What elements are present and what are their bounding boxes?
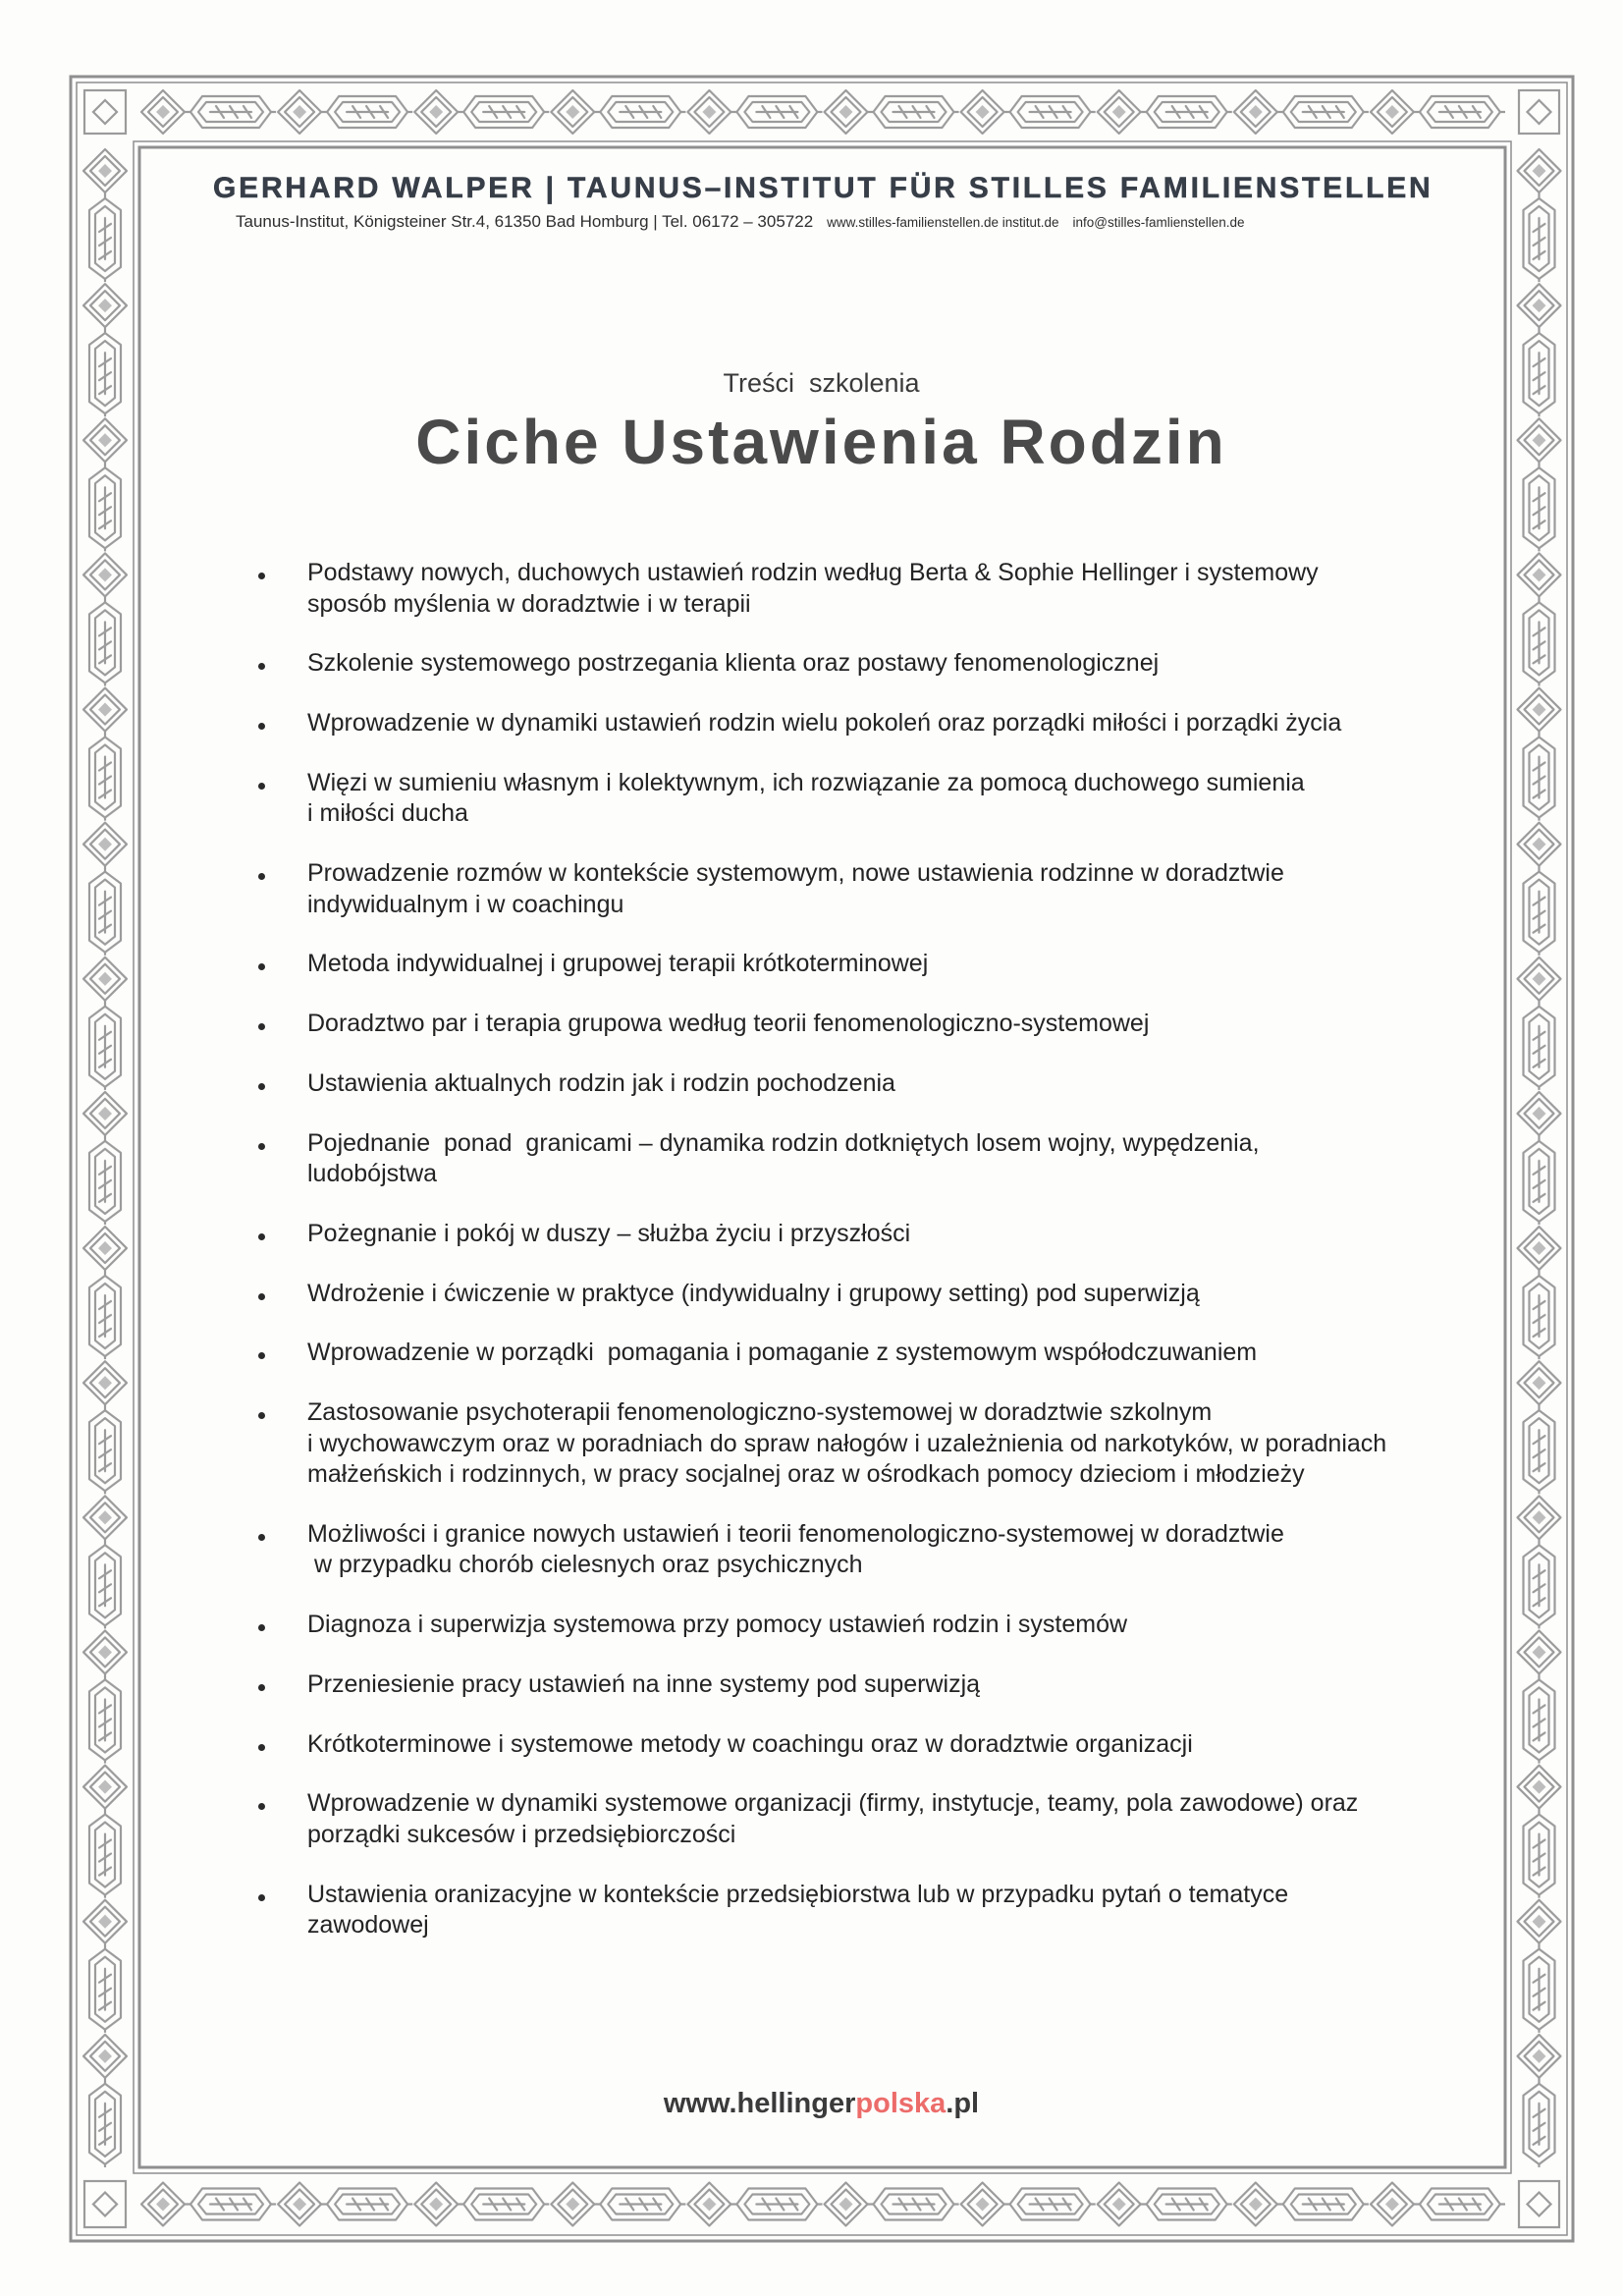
topic-line: i wychowawczym oraz w poradniach do spraw nałogów i uzależnienia od narkotyków, w poradniach [307, 1429, 1387, 1457]
training-topic-item [307, 1519, 1486, 1581]
training-topic-item [307, 858, 1486, 920]
topic-line: i miłości ducha [307, 799, 468, 828]
topic-line: ludobójstwa [307, 1160, 438, 1187]
topic-line: zawodowej [307, 1911, 429, 1939]
topic-line: Wdrożenie i ćwiczenie w praktyce (indywidualny i grupowy setting) pod superwizją [307, 1279, 1200, 1307]
topic-line: w przypadku chorób cielesnych oraz psychicznych [307, 1551, 863, 1579]
bullet-icon [258, 783, 265, 790]
bullet-icon [258, 723, 265, 730]
bullet-icon [258, 1894, 265, 1901]
footer-url-suffix: .pl [946, 2088, 980, 2119]
border-bottom-band [139, 2167, 1505, 2241]
topic-line: sposób myślenia w doradztwie i w terapii [307, 589, 751, 618]
bullet-icon [258, 1233, 265, 1240]
bullet-icon [258, 663, 265, 670]
footer-website [20, 2086, 1623, 2121]
bullet-icon [258, 963, 265, 970]
bullet-icon [258, 1684, 265, 1691]
training-topic-item [307, 1219, 1486, 1250]
footer-url-prefix: www.hellinger [663, 2088, 856, 2119]
topic-line: Ustawienia oranizacyjne w kontekście przedsiębiorstwa lub w przypadku pytań o tematyce [307, 1880, 1289, 1908]
topic-line: Metoda indywidualnej i grupowej terapii krótkoterminowej [307, 950, 929, 978]
bullet-icon [258, 1352, 265, 1359]
topic-line: Diagnoza i superwizja systemowa przy pomocy ustawień rodzin i systemów [307, 1611, 1128, 1638]
topic-line: Doradztwo par i terapia grupowa według teorii fenomenologiczno-systemowej [307, 1010, 1150, 1037]
topic-line: Przeniesienie pracy ustawień na inne systemy pod superwizją [307, 1669, 981, 1698]
bullet-icon [258, 1083, 265, 1090]
training-topic-item [307, 1610, 1486, 1641]
topic-line: indywidualnym i w coachingu [307, 890, 624, 918]
topic-line: Pojednanie ponad granicami – dynamika rodzin dotkniętych losem wojny, wypędzenia, [307, 1128, 1260, 1157]
footer-url-highlight: polska [855, 2088, 947, 2119]
institute-header: GERHARD WALPER | TAUNUS–INSTITUT FÜR STILLES FAMILIENSTELLEN [213, 172, 1434, 204]
training-topic-item [307, 1128, 1486, 1190]
topic-line: porządki sukcesów i przedsiębiorczości [307, 1820, 736, 1848]
bullet-icon [258, 1143, 265, 1150]
training-topic-item [307, 1729, 1486, 1761]
bullet-icon [258, 1293, 265, 1300]
topic-line: Ustawienia aktualnych rodzin jak i rodzin pochodzenia [307, 1068, 895, 1097]
document-title: Ciche Ustawienia Rodzin [415, 407, 1227, 477]
training-topic-item [307, 648, 1486, 680]
bullet-icon [258, 1624, 265, 1631]
training-topic-item [307, 1880, 1486, 1941]
topic-line: Możliwości i granice nowych ustawień i teorii fenomenologiczno-systemowej w doradztwie [307, 1519, 1284, 1548]
training-topic-item [307, 1279, 1486, 1310]
topic-line: małżeńskich i rodzinnych, w pracy socjalnej oraz w ośrodkach pomocy dzieciom i młodzieży [307, 1460, 1305, 1488]
topic-line: Krótkoterminowe i systemowe metody w coachingu oraz w doradztwie organizacji [307, 1729, 1193, 1758]
bullet-icon [258, 1744, 265, 1751]
topic-line: Szkolenie systemowego postrzegania klienta oraz postawy fenomenologicznej [307, 649, 1160, 678]
bullet-icon [258, 873, 265, 880]
topic-line: Wprowadzenie w dynamiki ustawień rodzin wielu pokoleń oraz porządki miłości i porządki życia [307, 709, 1342, 737]
topic-line: Podstawy nowych, duchowych ustawień rodzin według Berta & Sophie Hellinger i systemowy [307, 559, 1319, 586]
bullet-icon [258, 1534, 265, 1541]
document-subtitle: Treści szkolenia [723, 368, 920, 398]
bullet-icon [258, 1023, 265, 1030]
institute-address: Taunus-Institut, Königsteiner Str.4, 61350 Bad Homburg | Tel. 06172 – 305722 [236, 212, 814, 231]
topic-line: Zastosowanie psychoterapii fenomenologiczno-systemowej w doradztwie szkolnym [307, 1398, 1213, 1426]
training-topic-item [307, 949, 1486, 980]
training-topic-item [307, 558, 1486, 620]
training-topic-item [307, 1338, 1486, 1369]
border-top-band [139, 77, 1505, 147]
training-topic-item [307, 1009, 1486, 1040]
training-topic-item [307, 768, 1486, 830]
institute-email: info@stilles-famlienstellen.de [1072, 215, 1245, 230]
topic-line: Prowadzenie rozmów w kontekście systemowym, nowe ustawienia rodzinne w doradztwie [307, 859, 1284, 887]
topic-line: Wprowadzenie w dynamiki systemowe organizacji (firmy, instytucje, teamy, pola zawodowe) oraz [307, 1789, 1359, 1818]
topic-line: Wprowadzenie w porządki pomagania i pomaganie z systemowym współodczuwaniem [307, 1339, 1258, 1367]
training-topic-item [307, 1788, 1486, 1850]
training-topics-list [307, 558, 1486, 1970]
bullet-icon [258, 573, 265, 579]
topic-line: Więzi w sumieniu własnym i kolektywnym, ich rozwiązanie za pomocą duchowego sumienia [307, 768, 1305, 796]
bullet-icon [258, 1412, 265, 1419]
training-topic-item [307, 708, 1486, 739]
topic-line: Pożegnanie i pokój w duszy – służba życiu i przyszłości [307, 1219, 911, 1247]
institute-contact-line [236, 210, 1245, 235]
bullet-icon [258, 1803, 265, 1810]
training-topic-item [307, 1669, 1486, 1701]
institute-website: www.stilles-familienstellen.de institut.de [827, 215, 1059, 230]
training-topic-item [307, 1397, 1486, 1491]
training-topic-item [307, 1068, 1486, 1100]
